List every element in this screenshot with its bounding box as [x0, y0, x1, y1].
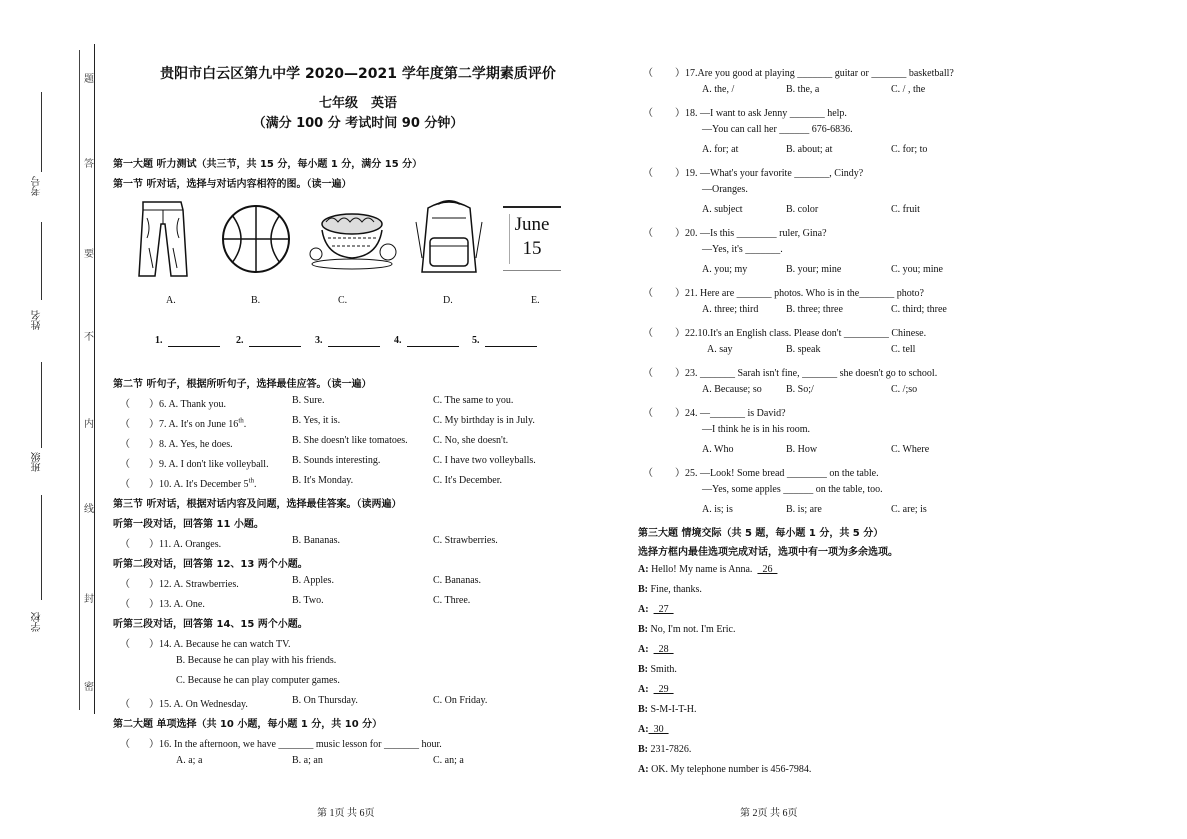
- answer-blank: 1.: [155, 335, 163, 346]
- section3-heading: 第三节 听对话，根据对话内容及问题，选择最佳答案。（读两遍）: [113, 499, 402, 510]
- answer-paren: （: [120, 579, 130, 590]
- question-option-b: B. color: [786, 204, 819, 215]
- question-option-a: A. is; is: [702, 504, 733, 515]
- answer-paren: （: [120, 599, 130, 610]
- question-option-c: C. /;so: [891, 384, 918, 395]
- dialog-blank-number: 28: [653, 644, 674, 655]
- question-text: ）9. A. I don't like volleyball.: [149, 459, 269, 470]
- question-option-b: B. Sounds interesting.: [292, 455, 381, 466]
- answer-paren: （: [643, 68, 653, 79]
- question-text: ）6. A. Thank you.: [149, 399, 227, 410]
- question-stem-line: ）25. —Look! Some bread ________ on the table.: [675, 468, 879, 479]
- page1-footer: 第 1页 共 6页: [317, 808, 375, 819]
- picture-label-d: D.: [443, 295, 453, 306]
- question-option-a: [149, 475, 257, 490]
- info-field-label: 学校: [32, 612, 43, 632]
- question-option-a: [149, 635, 291, 650]
- dialog-text: Fine, thanks.: [648, 584, 702, 595]
- speaker: A:: [638, 684, 649, 695]
- answer-blank: 2.: [236, 335, 244, 346]
- page2-footer: 第 2页 共 6页: [740, 808, 798, 819]
- speaker: A:: [638, 604, 649, 615]
- question-stem-line: —Yes, it's _______.: [702, 244, 783, 255]
- dialog-line: [638, 644, 674, 655]
- dialog-line: [638, 704, 697, 715]
- dialog-text: OK. My telephone number is 456-7984.: [648, 764, 812, 775]
- dialog-line: [638, 664, 677, 675]
- question-option-a: A. say: [707, 344, 733, 355]
- dialog2-instruction: 听第二段对话，回答第 12、13 两个小题。: [113, 559, 308, 570]
- info-field-line: [41, 362, 42, 448]
- dialog-line: [638, 764, 811, 775]
- part3-heading: 第三大题 情境交际（共 5 题，每小题 1 分，共 5 分）: [638, 528, 884, 539]
- dialog-text: 231-7826.: [648, 744, 692, 755]
- question-option-a: [149, 535, 221, 550]
- question-option-a: A. the, /: [702, 84, 735, 95]
- dialog-text: No, I'm not. I'm Eric.: [648, 624, 736, 635]
- speaker: B:: [638, 704, 648, 715]
- question-option-a: A. you; my: [702, 264, 748, 275]
- question-option-c: C. Where: [891, 444, 930, 455]
- part1-heading: 第一大题 听力测试（共三节，共 15 分，每小题 1 分，满分 15 分）: [113, 159, 423, 170]
- seal-char: 题: [84, 74, 94, 85]
- dialog-line: [638, 564, 777, 575]
- question-option-c: C. an; a: [433, 755, 464, 766]
- question-option-b: B. Sure.: [292, 395, 325, 406]
- answer-blank: 4.: [394, 335, 402, 346]
- seal-char: 要: [84, 249, 94, 260]
- speaker: A:: [638, 564, 649, 575]
- dialog-blank-number: 29: [653, 684, 674, 695]
- answer-blank: 3.: [315, 335, 323, 346]
- seal-char: 线: [84, 504, 94, 515]
- question-option-c: C. Because he can play computer games.: [176, 675, 340, 686]
- question-option-c: C. On Friday.: [433, 695, 488, 706]
- question-option-c: C. you; mine: [891, 264, 943, 275]
- question-option-c: C. / , the: [891, 84, 926, 95]
- dialog1-instruction: 听第一段对话，回答第 11 小题。: [113, 519, 264, 530]
- question-stem: ）16. In the afternoon, we have _______ music lesson for _______ hour.: [149, 739, 442, 750]
- blank-line: [485, 346, 537, 347]
- question-text: ）15. A. On Wednesday.: [149, 699, 248, 710]
- question-text: ）7. A. It's on June 16: [149, 419, 239, 430]
- exam-title: 贵阳市白云区第九中学 2020—2021 学年度第二学期素质评价: [160, 66, 556, 82]
- blank-line: [328, 346, 380, 347]
- question-text: ）13. A. One.: [149, 599, 205, 610]
- answer-paren: （: [643, 108, 653, 119]
- question-option-b: B. On Thursday.: [292, 695, 358, 706]
- question-option-b: B. Bananas.: [292, 535, 341, 546]
- food-bowl-picture: [306, 208, 398, 270]
- dialog-blank-number: 26: [757, 564, 778, 575]
- superscript: th: [238, 416, 244, 425]
- question-option-b: B. Yes, it is.: [292, 415, 341, 426]
- answer-paren: （: [643, 288, 653, 299]
- question-text: ）10. A. It's December 5: [149, 479, 249, 490]
- question-option-a: [149, 415, 246, 430]
- question-text-end: .: [254, 479, 257, 490]
- calendar-picture: [503, 206, 561, 271]
- question-option-a: A. Who: [702, 444, 734, 455]
- dialog-text: Smith.: [648, 664, 677, 675]
- blank-line: [168, 346, 220, 347]
- answer-paren: （: [643, 168, 653, 179]
- question-option-a: A. a; a: [176, 755, 203, 766]
- question-option-b: B. It's Monday.: [292, 475, 354, 486]
- question-option-a: [149, 455, 269, 470]
- seal-char: 封: [84, 594, 94, 605]
- dialog-line: [638, 604, 674, 615]
- question-stem-line: —Yes, some apples ______ on the table, too.: [702, 484, 883, 495]
- answer-paren: （: [120, 459, 130, 470]
- seal-char: 密: [84, 682, 94, 693]
- picture-label-e: E.: [531, 295, 540, 306]
- picture-label-c: C.: [338, 295, 348, 306]
- question-option-b: B. She doesn't like tomatoes.: [292, 435, 408, 446]
- info-field-label: 姓名: [32, 310, 43, 330]
- question-option-c: C. I have two volleyballs.: [433, 455, 536, 466]
- question-text-end: .: [243, 419, 247, 430]
- question-stem-line: ）19. —What's your favorite _______, Cindy?: [675, 168, 864, 179]
- question-text: ）8. A. Yes, he does.: [149, 439, 233, 450]
- speaker: A:: [638, 764, 649, 775]
- question-option-c: C. The same to you.: [433, 395, 514, 406]
- question-stem-line: —I think he is in his room.: [702, 424, 811, 435]
- question-option-a: [149, 595, 205, 610]
- answer-paren: （: [120, 639, 130, 650]
- answer-paren: （: [120, 419, 130, 430]
- speaker: A:: [638, 644, 649, 655]
- question-option-b: B. three; three: [786, 304, 843, 315]
- question-stem-line: ）22.10.It's an English class. Please don't _________ Chinese.: [675, 328, 927, 339]
- speaker: B:: [638, 584, 648, 595]
- dialog3-instruction: 听第三段对话，回答第 14、15 两个小题。: [113, 619, 308, 630]
- question-option-a: A. three; third: [702, 304, 759, 315]
- speaker: B:: [638, 744, 648, 755]
- question-option-a: [149, 395, 226, 410]
- answer-paren: （: [643, 408, 653, 419]
- part2-heading: 第二大题 单项选择（共 10 小题，每小题 1 分，共 10 分）: [113, 719, 383, 730]
- dialog-text: Hello! My name is Anna.: [648, 564, 758, 575]
- question-option-b: B. is; are: [786, 504, 822, 515]
- backpack-picture: [410, 198, 488, 278]
- dialog-line: [638, 624, 735, 635]
- answer-blank: 5.: [472, 335, 480, 346]
- answer-paren: （: [643, 368, 653, 379]
- question-stem-line: —Oranges.: [702, 184, 748, 195]
- seal-char: 不: [84, 332, 94, 343]
- question-stem-line: ）17.Are you good at playing _______ guitar or _______ basketball?: [675, 68, 954, 79]
- question-option-c: C. No, she doesn't.: [433, 435, 509, 446]
- question-option-a: A. Because; so: [702, 384, 762, 395]
- question-option-b: B. How: [786, 444, 818, 455]
- calendar-month: June: [514, 214, 550, 235]
- calendar-day: 15: [522, 238, 542, 259]
- question-option-b: B. the, a: [786, 84, 820, 95]
- question-text: ）12. A. Strawberries.: [149, 579, 239, 590]
- question-option-c: C. are; is: [891, 504, 927, 515]
- answer-paren: （: [643, 468, 653, 479]
- binding-line-inner: [79, 50, 80, 710]
- seal-char: 答: [84, 159, 94, 170]
- speaker: B:: [638, 664, 648, 675]
- question-option-a: A. subject: [702, 204, 743, 215]
- answer-paren: （: [120, 539, 130, 550]
- question-option-b: B. Because he can play with his friends.: [176, 655, 337, 666]
- question-stem-line: ）20. —Is this ________ ruler, Gina?: [675, 228, 827, 239]
- question-option-c: C. My birthday is in July.: [433, 415, 535, 426]
- question-option-b: B. about; at: [786, 144, 833, 155]
- question-stem-line: —You can call her ______ 676-6836.: [702, 124, 853, 135]
- superscript: th: [248, 476, 255, 485]
- info-field-label: 班级: [32, 452, 43, 472]
- question-option-b: B. So;/: [786, 384, 814, 395]
- question-option-c: C. Three.: [433, 595, 471, 606]
- answer-paren: （: [643, 328, 653, 339]
- basketball-picture: [220, 203, 292, 275]
- section1-heading: 第一节 听对话，选择与对话内容相符的图。（读一遍）: [113, 179, 352, 190]
- question-stem-line: ）23. _______ Sarah isn't fine, _______ she doesn't go to school.: [675, 368, 938, 379]
- answer-paren: （: [120, 479, 130, 490]
- seal-char: 内: [84, 419, 94, 430]
- section2-heading: 第二节 听句子，根据所听句子，选择最佳应答。（读一遍）: [113, 379, 372, 390]
- question-text: ）11. A. Oranges.: [149, 539, 222, 550]
- dialog-line: [638, 684, 674, 695]
- question-option-c: C. third; three: [891, 304, 947, 315]
- question-option-a: A. for; at: [702, 144, 739, 155]
- info-field-line: [41, 495, 42, 600]
- picture-label-b: B.: [251, 295, 261, 306]
- question-option-c: C. Strawberries.: [433, 535, 498, 546]
- info-field-label: 考号: [32, 176, 43, 196]
- exam-subject: 七年级 英语: [318, 96, 397, 111]
- question-stem-line: ）18. —I want to ask Jenny _______ help.: [675, 108, 847, 119]
- dialog-blank-number: 27: [653, 604, 674, 615]
- question-text: ）14. A. Because he can watch TV.: [149, 639, 291, 650]
- question-option-c: C. Bananas.: [433, 575, 482, 586]
- speaker: B:: [638, 624, 648, 635]
- answer-paren: （: [120, 699, 130, 710]
- dialog-line: [638, 744, 691, 755]
- dialog-line: [638, 724, 669, 735]
- question-option-b: B. your; mine: [786, 264, 842, 275]
- question-option-a: [149, 575, 239, 590]
- info-field-line: [41, 222, 42, 300]
- question-option-c: C. It's December.: [433, 475, 503, 486]
- exam-score-time: （满分 100 分 考试时间 90 分钟）: [252, 116, 464, 131]
- question-option-c: C. tell: [891, 344, 916, 355]
- picture-label-a: A.: [166, 295, 176, 306]
- speaker: A:: [638, 724, 649, 735]
- binding-line: [94, 44, 95, 714]
- answer-paren: （: [643, 228, 653, 239]
- question-option-b: B. speak: [786, 344, 821, 355]
- question-stem-line: ）21. Here are _______ photos. Who is in the_______ photo?: [675, 288, 924, 299]
- question-option-b: B. a; an: [292, 755, 323, 766]
- blank-line: [407, 346, 459, 347]
- part3-instruction: 选择方框内最佳选项完成对话，选项中有一项为多余选项。: [638, 547, 898, 558]
- question-option-b: B. Apples.: [292, 575, 334, 586]
- question-option-c: C. fruit: [891, 204, 920, 215]
- blank-line: [249, 346, 301, 347]
- answer-paren: （: [120, 399, 130, 410]
- dialog-blank-number: 30: [648, 724, 669, 735]
- trousers-picture: [135, 198, 191, 280]
- question-option-a: [149, 695, 248, 710]
- dialog-text: S-M-I-T-H.: [648, 704, 697, 715]
- question-stem-line: ）24. —_______ is David?: [675, 408, 786, 419]
- question-option-b: B. Two.: [292, 595, 324, 606]
- answer-paren: （: [120, 739, 130, 750]
- dialog-line: [638, 584, 702, 595]
- question-option-a: [149, 435, 233, 450]
- answer-paren: （: [120, 439, 130, 450]
- question-option-c: C. for; to: [891, 144, 928, 155]
